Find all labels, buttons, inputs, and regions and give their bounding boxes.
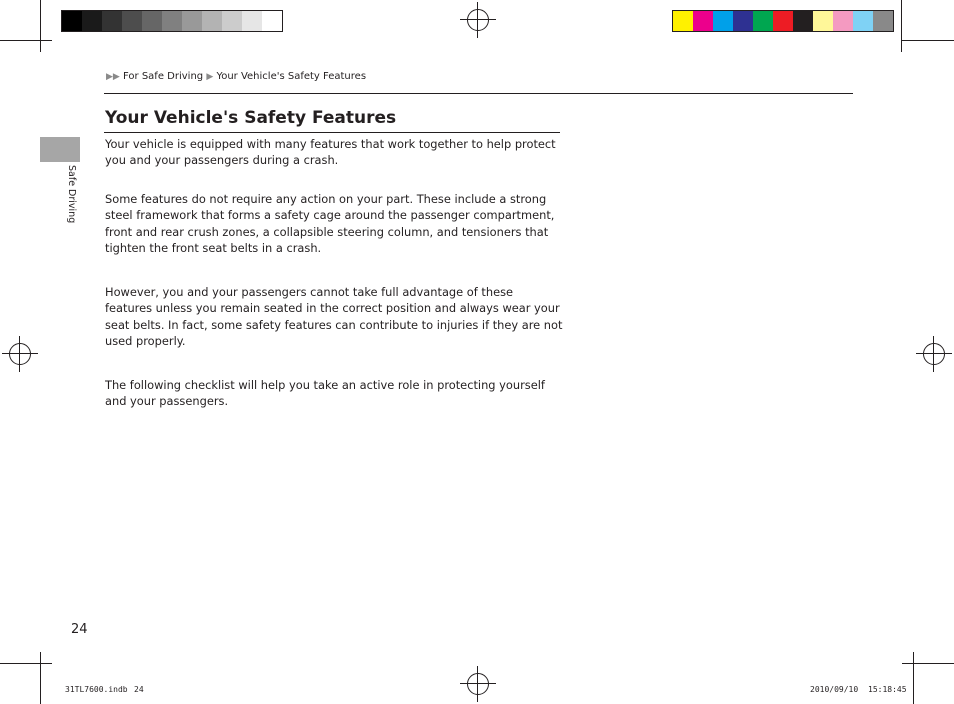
breadcrumb-current: Your Vehicle's Safety Features: [216, 71, 367, 82]
color-swatch: [242, 11, 262, 31]
registration-mark-icon: [460, 2, 496, 38]
color-swatch: [82, 11, 102, 31]
body-paragraph: Your vehicle is equipped with many features that work together to help protect you and your passengers during a crash.: [105, 137, 556, 168]
color-swatch: [793, 11, 813, 31]
section-tab: [40, 137, 80, 162]
color-swatch: [693, 11, 713, 31]
color-swatch: [873, 11, 893, 31]
section-tab-label: Safe Driving: [66, 165, 77, 224]
color-swatch: [753, 11, 773, 31]
color-swatch: [673, 11, 693, 31]
color-swatch: [202, 11, 222, 31]
title-rule: [104, 132, 560, 133]
slug-date: 2010/09/10: [810, 685, 859, 694]
page-title: Your Vehicle's Safety Features: [105, 108, 397, 128]
crop-mark: [0, 40, 52, 41]
body-paragraph: Some features do not require any action on your part. These include a strong steel framework that forms a safety cage around the passenger compartment, front and rear crush zones, a collapsible steering column, and tensioners that tighten the front seat belts in a crash.: [105, 192, 555, 255]
color-swatch: [102, 11, 122, 31]
slug-time: 15:18:45: [868, 685, 907, 694]
color-swatch: [853, 11, 873, 31]
crop-mark: [902, 40, 954, 41]
color-swatch: [773, 11, 793, 31]
crop-mark: [901, 0, 902, 52]
color-swatch: [733, 11, 753, 31]
color-swatch: [713, 11, 733, 31]
color-swatch: [162, 11, 182, 31]
breadcrumb-section-link[interactable]: For Safe Driving: [123, 71, 204, 82]
crop-mark: [40, 652, 41, 704]
body-paragraph: However, you and your passengers cannot take full advantage of these features unless you remain seated in the correct position and always wear your seat belts. In fact, some safety features can contribute to injuries if they are not used properly.: [105, 285, 563, 348]
color-swatch: [62, 11, 82, 31]
breadcrumb: [106, 71, 366, 82]
crop-mark: [40, 0, 41, 52]
body-paragraph: The following checklist will help you take an active role in protecting yourself and your passengers.: [105, 378, 545, 409]
breadcrumb-marker-icon: ▶▶: [106, 72, 120, 82]
slug-page: 24: [134, 685, 144, 694]
registration-mark-icon: [916, 336, 952, 372]
registration-mark-icon: [2, 336, 38, 372]
crop-mark: [0, 663, 52, 664]
color-swatch: [833, 11, 853, 31]
breadcrumb-separator-icon: ▶: [206, 72, 214, 82]
color-swatch: [222, 11, 242, 31]
color-swatch: [142, 11, 162, 31]
registration-mark-icon: [460, 666, 496, 702]
header-rule: [104, 93, 853, 94]
process-color-bar: [672, 10, 894, 32]
grayscale-color-bar: [61, 10, 283, 32]
page-number: 24: [71, 622, 88, 637]
color-swatch: [122, 11, 142, 31]
color-swatch: [182, 11, 202, 31]
color-swatch: [813, 11, 833, 31]
crop-mark: [913, 652, 914, 704]
slug-file: 31TL7600.indb: [65, 685, 128, 694]
crop-mark: [902, 663, 954, 664]
color-swatch: [262, 11, 282, 31]
